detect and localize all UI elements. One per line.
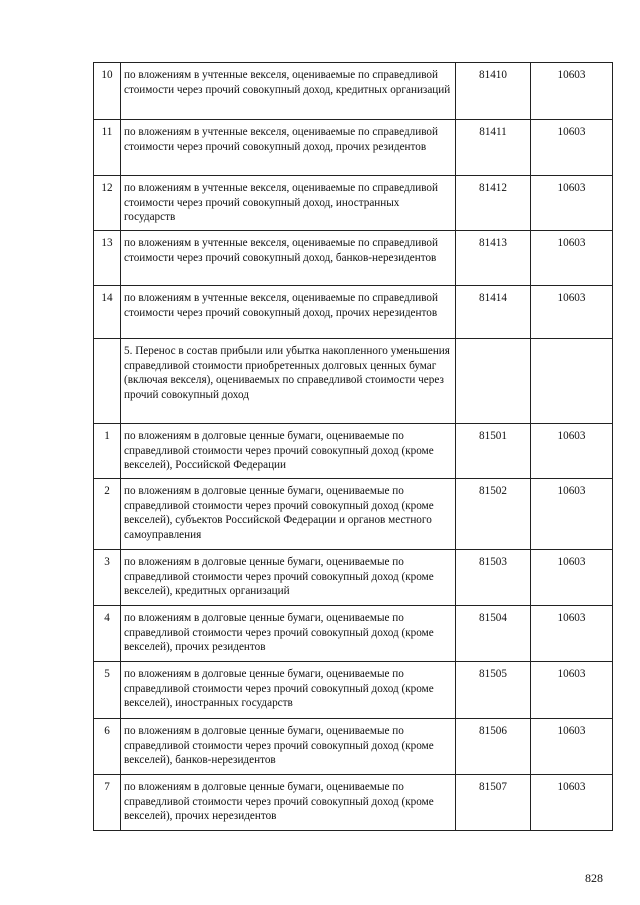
table-row (94, 63, 613, 120)
row-description: по вложениям в долговые ценные бумаги, оцениваемые по справедливой стоимости через прочий совокупный доход (кроме векселей), банков-нерезидентов (121, 719, 456, 775)
row-account (456, 339, 531, 424)
row-number: 6 (94, 719, 121, 775)
row-symbol: 10603 (531, 550, 613, 606)
row-account: 81507 (456, 775, 531, 831)
table-row (94, 719, 613, 775)
row-symbol: 10603 (531, 63, 613, 120)
row-symbol (531, 339, 613, 424)
row-account: 81413 (456, 231, 531, 286)
row-account: 81503 (456, 550, 531, 606)
row-number: 7 (94, 775, 121, 831)
row-symbol: 10603 (531, 231, 613, 286)
row-description: по вложениям в долговые ценные бумаги, оцениваемые по справедливой стоимости через прочий совокупный доход (кроме векселей), Российской Федерации (121, 424, 456, 479)
row-symbol: 10603 (531, 719, 613, 775)
row-description: по вложениям в долговые ценные бумаги, оцениваемые по справедливой стоимости через прочий совокупный доход (кроме векселей), кредитных организаций (121, 550, 456, 606)
row-description: по вложениям в учтенные векселя, оцениваемые по справедливой стоимости через прочий совокупный доход, прочих нерезидентов (121, 286, 456, 339)
row-account: 81410 (456, 63, 531, 120)
table-row (94, 550, 613, 606)
row-account: 81506 (456, 719, 531, 775)
row-number: 5 (94, 662, 121, 719)
row-account: 81411 (456, 120, 531, 176)
row-symbol: 10603 (531, 775, 613, 831)
row-number (94, 339, 121, 424)
table-row (94, 424, 613, 479)
row-number: 3 (94, 550, 121, 606)
row-account: 81504 (456, 606, 531, 662)
row-account: 81501 (456, 424, 531, 479)
table-row (94, 176, 613, 231)
row-number: 10 (94, 63, 121, 120)
accounts-table-body (94, 63, 613, 831)
accounts-table (93, 62, 613, 831)
table-row (94, 775, 613, 831)
row-description: по вложениям в долговые ценные бумаги, оцениваемые по справедливой стоимости через прочий совокупный доход (кроме векселей), субъектов Российской Федерации и органов местного самоуправления (121, 479, 456, 550)
row-symbol: 10603 (531, 424, 613, 479)
row-description: по вложениям в долговые ценные бумаги, оцениваемые по справедливой стоимости через прочий совокупный доход (кроме векселей), прочих нерезидентов (121, 775, 456, 831)
row-description: по вложениям в учтенные векселя, оцениваемые по справедливой стоимости через прочий совокупный доход, кредитных организаций (121, 63, 456, 120)
row-number: 12 (94, 176, 121, 231)
table-row (94, 286, 613, 339)
row-account: 81414 (456, 286, 531, 339)
row-description: по вложениям в долговые ценные бумаги, оцениваемые по справедливой стоимости через прочий совокупный доход (кроме векселей), иностранных государств (121, 662, 456, 719)
row-description: по вложениям в долговые ценные бумаги, оцениваемые по справедливой стоимости через прочий совокупный доход (кроме векселей), прочих резидентов (121, 606, 456, 662)
table-row (94, 606, 613, 662)
row-number: 13 (94, 231, 121, 286)
row-symbol: 10603 (531, 662, 613, 719)
table-row (94, 662, 613, 719)
table-row (94, 120, 613, 176)
row-number: 2 (94, 479, 121, 550)
row-symbol: 10603 (531, 479, 613, 550)
row-symbol: 10603 (531, 120, 613, 176)
row-account: 81505 (456, 662, 531, 719)
row-description: по вложениям в учтенные векселя, оцениваемые по справедливой стоимости через прочий совокупный доход, банков-нерезидентов (121, 231, 456, 286)
page-number: 828 (585, 871, 603, 885)
row-symbol: 10603 (531, 286, 613, 339)
row-description: по вложениям в учтенные векселя, оцениваемые по справедливой стоимости через прочий совокупный доход, иностранных государств (121, 176, 456, 231)
section-heading: 5. Перенос в состав прибыли или убытка накопленного уменьшения справедливой стоимости приобретенных долговых ценных бумаг (включая векселя), оцениваемых по справедливой стоимости через прочий совокупный доход (121, 339, 456, 424)
row-symbol: 10603 (531, 176, 613, 231)
table-row (94, 231, 613, 286)
row-number: 1 (94, 424, 121, 479)
section-heading-row (94, 339, 613, 424)
row-number: 14 (94, 286, 121, 339)
table-row (94, 479, 613, 550)
row-account: 81412 (456, 176, 531, 231)
row-number: 4 (94, 606, 121, 662)
row-number: 11 (94, 120, 121, 176)
row-symbol: 10603 (531, 606, 613, 662)
row-description: по вложениям в учтенные векселя, оцениваемые по справедливой стоимости через прочий совокупный доход, прочих резидентов (121, 120, 456, 176)
row-account: 81502 (456, 479, 531, 550)
